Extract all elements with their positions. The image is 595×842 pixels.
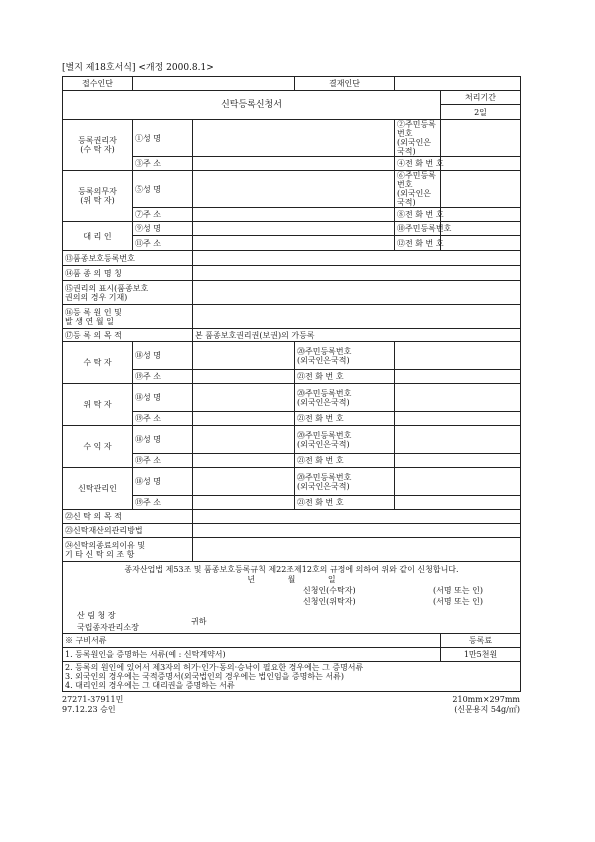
decision-date-label: 결재인단 — [295, 77, 395, 91]
trustee-registrant-section: 등록권리자 (수 탁 자) — [63, 120, 133, 171]
trustee-name-label: ⑱성 명 — [133, 342, 193, 370]
beneficiary-name-input[interactable] — [193, 426, 295, 454]
required-doc-4: 4. 대리인의 경우에는 그 대리권을 증명하는 서류 — [65, 681, 235, 690]
field-3-input[interactable] — [193, 157, 395, 171]
manager-name-label: ⑱성 명 — [133, 468, 193, 496]
field-12-label: ⑫전 화 번 호 — [395, 236, 441, 251]
field-23-input[interactable] — [193, 524, 521, 538]
manager-phone-input[interactable] — [395, 496, 521, 510]
required-doc-3: 3. 외국인의 경우에는 국적증명서(외국법인의 경우에는 법인임을 증명하는 서류) — [65, 672, 344, 681]
form-title: 신탁등록신청서 — [63, 91, 441, 120]
receipt-no-label: 접수인단 — [63, 77, 133, 91]
field-8-input[interactable] — [441, 208, 521, 222]
manager-regno-label: ⑳주민등록번호 (외국인은국적) — [295, 468, 395, 496]
field-23-label: ㉓신탁재산의관리방법 — [63, 524, 193, 538]
field-16-label: ⑯등 록 원 인 및 발 생 연 월 일 — [63, 305, 193, 329]
trustee-phone-input[interactable] — [395, 370, 521, 384]
declaration-block — [63, 562, 521, 634]
trustor-regno-input[interactable] — [395, 384, 521, 412]
field-12-input[interactable] — [441, 236, 521, 251]
field-4-input[interactable] — [441, 157, 521, 171]
field-16-input[interactable] — [193, 305, 521, 329]
field-6-label: ⑥주민등록번호 (외국인은국적) — [395, 171, 441, 208]
beneficiary-section: 수 익 자 — [63, 426, 133, 468]
declaration-date: 년 월 일 — [247, 575, 336, 584]
field-15-label: ⑮권리의 표시(품종보호 권의의 경우 기재) — [63, 281, 193, 305]
field-7-input[interactable] — [193, 208, 395, 222]
trustor-name-input[interactable] — [193, 384, 295, 412]
fee-label: 등록료 — [441, 634, 521, 648]
form-code: 27271-37911민 — [62, 695, 124, 704]
trustee-regno-input[interactable] — [395, 342, 521, 370]
trustee-phone-label: ㉑전 화 번 호 — [295, 370, 395, 384]
form-footer — [62, 695, 520, 719]
required-doc-2: 2. 등록의 원인에 있어서 제3자의 허가·인가·동의·승낙이 필요한 경우에는 그 증명서류 — [65, 663, 364, 672]
application-form-table — [62, 76, 521, 692]
beneficiary-addr-label: ⑲주 소 — [133, 454, 193, 468]
trustor-addr-input[interactable] — [193, 412, 295, 426]
manager-phone-label: ㉑전 화 번 호 — [295, 496, 395, 510]
field-13-label: ⑬품종보호등록번호 — [63, 251, 193, 266]
applicant-trustor-label: 신청인(위탁자) — [303, 597, 356, 606]
field-11-label: ⑪주 소 — [133, 236, 193, 251]
field-17-label: ⑰등 록 의 목 적 — [63, 329, 193, 342]
trust-manager-section: 신탁관리인 — [63, 468, 133, 510]
declaration-text: 종자산업법 제53조 및 품종보호등록규칙 제22조제12호의 규정에 의하여 위와 같이 신청합니다. — [124, 565, 459, 574]
beneficiary-phone-label: ㉑전 화 번 호 — [295, 454, 395, 468]
manager-name-input[interactable] — [193, 468, 295, 496]
approval-date: 97.12.23 승인 — [62, 705, 116, 714]
field-5-input[interactable] — [193, 171, 395, 208]
field-9-input[interactable] — [193, 222, 395, 236]
trustor-phone-label: ㉑전 화 번 호 — [295, 412, 395, 426]
required-docs-list — [63, 662, 521, 692]
field-14-input[interactable] — [193, 266, 521, 281]
beneficiary-addr-input[interactable] — [193, 454, 295, 468]
field-3-label: ③주 소 — [133, 157, 193, 171]
trustor-phone-input[interactable] — [395, 412, 521, 426]
agent-section: 대 리 인 — [63, 222, 133, 251]
required-doc-1: 1. 등록원인을 증명하는 서류(예 : 신탁계약서) — [63, 648, 441, 662]
field-6-input[interactable] — [441, 171, 521, 208]
applicant-trustor-sign[interactable]: (서명 또는 인) — [433, 597, 483, 606]
field-10-input[interactable] — [441, 222, 521, 236]
decision-date-value[interactable] — [395, 77, 521, 91]
required-docs-title: ※ 구비서류 — [63, 634, 441, 648]
field-5-label: ⑤성 명 — [133, 171, 193, 208]
form-header: [별지 제18호서식] <개정 2000.8.1> — [62, 63, 214, 73]
trustor-regno-label: ⑳주민등록번호 (외국인은국적) — [295, 384, 395, 412]
receipt-no-value[interactable] — [133, 77, 295, 91]
field-13-input[interactable] — [193, 251, 521, 266]
applicant-trustee-sign[interactable]: (서명 또는 인) — [433, 586, 483, 595]
form-page — [62, 62, 520, 719]
processing-period-value: 2일 — [441, 105, 521, 120]
manager-regno-input[interactable] — [395, 468, 521, 496]
field-22-input[interactable] — [193, 510, 521, 524]
applicant-trustee-label: 신청인(수탁자) — [303, 586, 356, 595]
trustee-regno-label: ⑳주민등록번호 (외국인은국적) — [295, 342, 395, 370]
beneficiary-regno-label: ⑳주민등록번호 (외국인은국적) — [295, 426, 395, 454]
trustor-name-label: ⑱성 명 — [133, 384, 193, 412]
addressee-2: 국립종자관리소장 — [77, 623, 139, 632]
trustor-addr-label: ⑲주 소 — [133, 412, 193, 426]
trustor-registrant-section: 등록의무자 (위 탁 자) — [63, 171, 133, 222]
manager-addr-input[interactable] — [193, 496, 295, 510]
beneficiary-regno-input[interactable] — [395, 426, 521, 454]
field-15-input[interactable] — [193, 281, 521, 305]
manager-addr-label: ⑲주 소 — [133, 496, 193, 510]
field-10-label: ⑩주민등록번호 — [395, 222, 441, 236]
field-7-label: ⑦주 소 — [133, 208, 193, 222]
paper-size: 210mm×297mm — [452, 695, 520, 704]
trustee-name-input[interactable] — [193, 342, 295, 370]
addressee-honorific: 귀하 — [191, 617, 207, 626]
trustor-section: 위 탁 자 — [63, 384, 133, 426]
field-22-label: ㉒신 탁 의 목 적 — [63, 510, 193, 524]
trustee-addr-input[interactable] — [193, 370, 295, 384]
field-17-value: 본 품종보호권리권(보권)의 가등록 — [193, 329, 521, 342]
trustee-section: 수 탁 자 — [63, 342, 133, 384]
field-11-input[interactable] — [193, 236, 395, 251]
field-2-input[interactable] — [441, 120, 521, 157]
field-1-input[interactable] — [193, 120, 395, 157]
field-9-label: ⑨성 명 — [133, 222, 193, 236]
addressee-1: 산 림 청 장 — [77, 611, 116, 620]
field-24-label: ㉔신탁의종료의이유 및 기 타 신 탁 의 조 항 — [63, 538, 193, 562]
fee-value: 1만5천원 — [441, 648, 521, 662]
processing-period-label: 처리기간 — [441, 91, 521, 105]
field-8-label: ⑧전 화 번 호 — [395, 208, 441, 222]
field-14-label: ⑭품 종 의 명 칭 — [63, 266, 193, 281]
beneficiary-phone-input[interactable] — [395, 454, 521, 468]
paper-type: (신문용지 54g/㎡) — [454, 705, 520, 714]
field-2-label: ②주민등록번호 (외국인은국적) — [395, 120, 441, 157]
beneficiary-name-label: ⑱성 명 — [133, 426, 193, 454]
trustee-addr-label: ⑲주 소 — [133, 370, 193, 384]
field-4-label: ④전 화 번 호 — [395, 157, 441, 171]
field-1-label: ①성 명 — [133, 120, 193, 157]
field-24-input[interactable] — [193, 538, 521, 562]
